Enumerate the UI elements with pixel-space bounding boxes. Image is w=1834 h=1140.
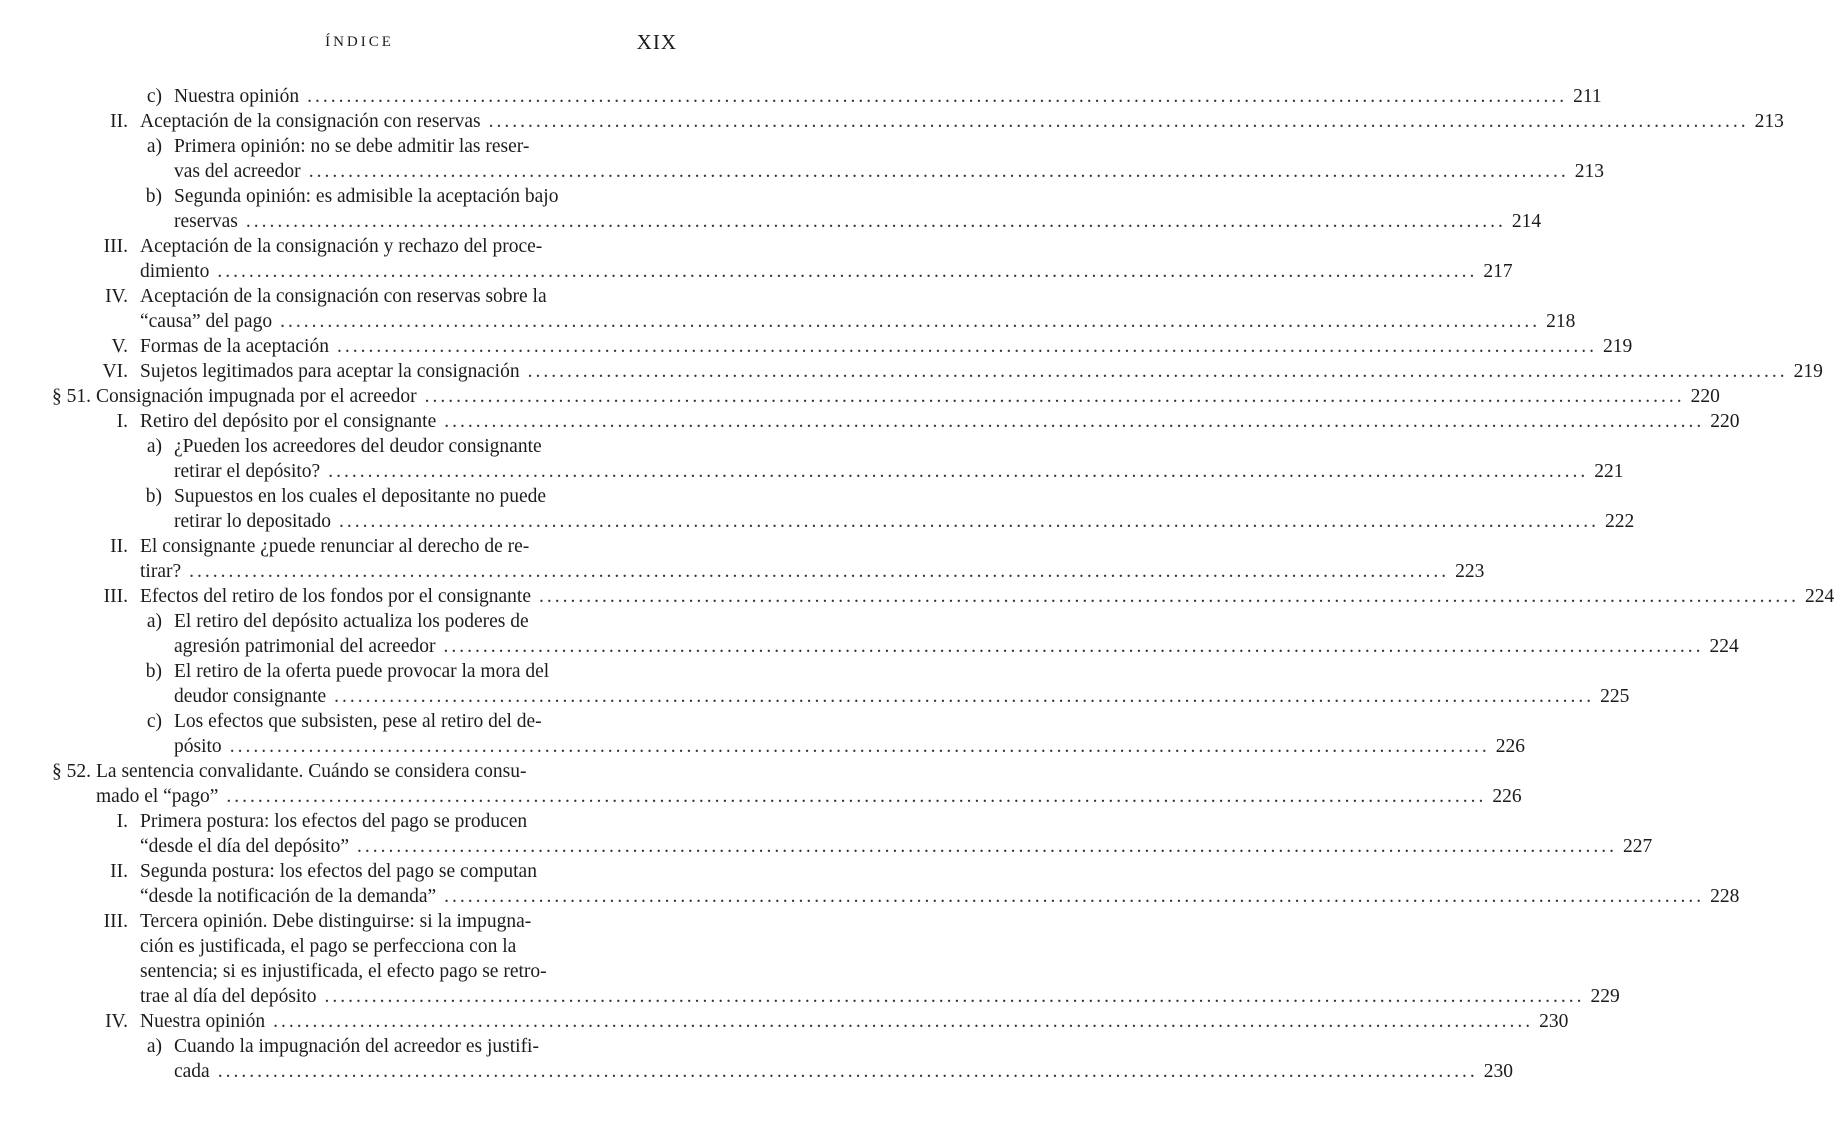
toc-entry-label: III. <box>103 911 128 932</box>
toc-entry-title: retirar el depósito? <box>174 461 321 482</box>
toc-entry-title: cada <box>174 1061 210 1082</box>
toc-entry <box>0 359 1823 384</box>
toc-entry-title: El retiro del depósito actualiza los poderes de <box>174 611 529 632</box>
dot-leader: ................................................................................................................................................................ <box>538 586 1799 607</box>
toc-entry-line <box>0 284 719 309</box>
toc-entry-label: a) <box>146 436 162 457</box>
toc-entry <box>0 909 1620 1009</box>
toc-entry-title: retirar lo depositado <box>174 511 332 532</box>
dot-leader: ................................................................................................................................................................ <box>280 311 1541 332</box>
toc-entry-label: II. <box>110 111 128 132</box>
toc-entry-label: III. <box>103 236 128 257</box>
toc-entry-line <box>0 784 1522 809</box>
dot-leader: ................................................................................................................................................................ <box>189 561 1450 582</box>
page-number: XIX <box>636 30 677 54</box>
toc-entry-title: “desde la notificación de la demanda” <box>140 886 437 907</box>
toc-entry-title: Primera opinión: no se debe admitir las reser- <box>174 136 530 157</box>
toc-entry-title: Los efectos que subsisten, pese al retiro del de- <box>174 711 542 732</box>
toc-entry-page: 218 <box>1546 311 1576 332</box>
toc-entry-line <box>0 384 1720 409</box>
toc-entry <box>0 284 1576 334</box>
toc-entry-page: 225 <box>1600 686 1630 707</box>
toc-entry-label: III. <box>103 586 128 607</box>
toc-entry-line <box>0 584 1834 609</box>
running-header-title: ÍNDICE <box>325 34 394 50</box>
toc-entry-title: El retiro de la oferta puede provocar la mora del <box>174 661 550 682</box>
toc-entry-page: 222 <box>1605 511 1635 532</box>
dot-leader: ................................................................................................................................................................ <box>307 86 1568 107</box>
toc-entry-page: 220 <box>1710 411 1740 432</box>
toc-entry-title: Sujetos legitimados para aceptar la consignación <box>140 361 520 382</box>
toc-entry-line <box>0 834 1653 859</box>
toc-entry-title: Supuestos en los cuales el depositante no puede <box>174 486 547 507</box>
toc-entry-title: ¿Pueden los acreedores del deudor consignante <box>174 436 542 457</box>
toc-entry-page: 221 <box>1594 461 1624 482</box>
dot-leader: ................................................................................................................................................................ <box>334 686 1595 707</box>
toc-entry-line <box>0 1059 1513 1084</box>
toc-entry-title: tirar? <box>140 561 182 582</box>
toc-entry-label: I. <box>116 411 128 432</box>
toc-entry-title: Nuestra opinión <box>174 86 300 107</box>
dot-leader: ................................................................................................................................................................ <box>357 836 1618 857</box>
toc-entry-line <box>0 959 719 984</box>
toc-entry-line <box>0 184 719 209</box>
toc-entry <box>0 334 1633 359</box>
toc-entry-line <box>0 534 719 559</box>
toc-entry-page: 226 <box>1492 786 1522 807</box>
toc-entry-line <box>0 809 719 834</box>
toc-entry-label: a) <box>146 1036 162 1057</box>
toc-entry-page: 213 <box>1574 161 1604 182</box>
toc-entry-page: 219 <box>1602 336 1633 357</box>
dot-leader: ................................................................................................................................................................ <box>424 386 1685 407</box>
toc-entry-title: Tercera opinión. Debe distinguirse: si la impugna- <box>140 911 532 932</box>
toc-entry-title: reservas <box>174 211 238 232</box>
toc-entry-page: 229 <box>1590 986 1620 1007</box>
toc-entry <box>0 84 1602 109</box>
toc-entry-title: Segunda postura: los efectos del pago se computan <box>140 861 537 882</box>
toc-entry-line <box>0 209 1542 234</box>
toc-entry <box>0 609 1739 659</box>
toc-entry-line <box>0 609 719 634</box>
dot-leader: ................................................................................................................................................................ <box>273 1011 1534 1032</box>
toc-entry <box>0 434 1624 484</box>
dot-leader: ................................................................................................................................................................ <box>245 211 1506 232</box>
toc-entry-line <box>0 559 1485 584</box>
toc-entry-title: mado el “pago” <box>96 786 219 807</box>
toc-entry-line <box>0 984 1620 1009</box>
toc-entry-title: Nuestra opinión <box>140 1011 266 1032</box>
toc-entry <box>0 234 1513 284</box>
toc-entry-line <box>0 459 1624 484</box>
toc-entry-page: 227 <box>1623 836 1653 857</box>
toc-entry <box>0 809 1653 859</box>
toc-entry-line <box>0 634 1739 659</box>
toc-entry-line <box>0 409 1740 434</box>
toc-entry-title: Aceptación de la consignación con reservas sobre la <box>140 286 547 307</box>
dot-leader: ................................................................................................................................................................ <box>339 511 1600 532</box>
toc-entry-label: § 51. <box>52 386 91 407</box>
toc-entry <box>0 184 1542 234</box>
toc-entry-label: c) <box>146 86 162 107</box>
toc-entry-line <box>0 759 719 784</box>
toc-entry-line <box>0 259 1513 284</box>
toc-entry-label: a) <box>146 611 162 632</box>
toc-entry <box>0 659 1630 709</box>
toc-entry-line <box>0 734 1525 759</box>
toc-entry-line <box>0 909 719 934</box>
toc-entry <box>0 109 1784 134</box>
dot-leader: ................................................................................................................................................................ <box>444 886 1705 907</box>
toc-entry-page: 213 <box>1754 111 1784 132</box>
toc-entry-page: 220 <box>1690 386 1720 407</box>
toc-entry-label: V. <box>111 336 128 357</box>
dot-leader: ................................................................................................................................................................ <box>444 411 1705 432</box>
toc-entry-page: 224 <box>1709 636 1739 657</box>
toc-entry-line <box>0 84 1602 109</box>
toc-entry-line <box>0 709 719 734</box>
toc-entry-label: a) <box>146 136 162 157</box>
dot-leader: ................................................................................................................................................................ <box>324 986 1585 1007</box>
toc-entry-title: Segunda opinión: es admisible la aceptación bajo <box>174 186 559 207</box>
toc-entry <box>0 759 1522 809</box>
toc-entry-title: dimiento <box>140 261 210 282</box>
toc-entry <box>0 584 1834 609</box>
toc-entry-page: 228 <box>1710 886 1740 907</box>
toc-entry-title: trae al día del depósito <box>140 986 317 1007</box>
toc-entry-title: agresión patrimonial del acreedor <box>174 636 436 657</box>
toc-entry-title: Aceptación de la consignación y rechazo del proce- <box>140 236 543 257</box>
dot-leader: ................................................................................................................................................................ <box>217 1061 1478 1082</box>
toc-entry-line <box>0 109 1784 134</box>
toc-entry-title: Primera postura: los efectos del pago se producen <box>140 811 528 832</box>
toc-entry-page: 211 <box>1573 86 1602 107</box>
toc-entry-title: ción es justificada, el pago se perfecciona con la <box>140 936 517 957</box>
toc-entry-label: I. <box>116 811 128 832</box>
toc-entry-label: b) <box>145 186 162 207</box>
toc-entry <box>0 384 1720 409</box>
toc-entry-label: c) <box>146 711 162 732</box>
toc-entry-title: Formas de la aceptación <box>140 336 329 357</box>
toc-entry-label: b) <box>145 661 162 682</box>
toc-entry-page: 230 <box>1539 1011 1569 1032</box>
toc-entry-title: Consignación impugnada por el acreedor <box>96 386 417 407</box>
toc-entry-line <box>0 1009 1569 1034</box>
dot-leader: ................................................................................................................................................................ <box>527 361 1788 382</box>
toc-entry-label: b) <box>145 486 162 507</box>
toc-entry-title: sentencia; si es injustificada, el efecto pago se retro- <box>140 961 547 982</box>
toc-entry-title: Aceptación de la consignación con reservas <box>140 111 481 132</box>
toc-entry-title: vas del acreedor <box>174 161 301 182</box>
dot-leader: ................................................................................................................................................................ <box>336 336 1597 357</box>
table-of-contents <box>0 84 1834 1084</box>
toc-entry-line <box>0 234 719 259</box>
toc-entry-title: Cuando la impugnación del acreedor es justifi- <box>174 1036 539 1057</box>
toc-entry-line <box>0 309 1576 334</box>
toc-entry <box>0 1009 1569 1034</box>
toc-entry-line <box>0 359 1823 384</box>
toc-entry-line <box>0 484 719 509</box>
toc-entry-page: 219 <box>1793 361 1823 382</box>
toc-entry <box>0 134 1604 184</box>
toc-entry-title: deudor consignante <box>174 686 327 707</box>
toc-entry-line <box>0 434 719 459</box>
toc-entry-line <box>0 134 719 159</box>
dot-leader: ................................................................................................................................................................ <box>217 261 1478 282</box>
toc-entry <box>0 709 1525 759</box>
toc-entry-title: El consignante ¿puede renunciar al derecho de re- <box>140 536 530 557</box>
toc-entry-line <box>0 934 719 959</box>
toc-entry-line <box>0 159 1604 184</box>
toc-entry-page: 217 <box>1483 261 1513 282</box>
toc-entry-line <box>0 684 1630 709</box>
toc-entry-page: 214 <box>1511 211 1542 232</box>
toc-entry-title: pósito <box>174 736 222 757</box>
toc-entry <box>0 1034 1513 1084</box>
toc-entry-page: 230 <box>1483 1061 1513 1082</box>
toc-entry-line <box>0 884 1740 909</box>
toc-entry-title: La sentencia convalidante. Cuándo se considera consu- <box>96 761 527 782</box>
toc-entry <box>0 534 1485 584</box>
toc-entry-line <box>0 659 719 684</box>
toc-entry-title: “causa” del pago <box>140 311 273 332</box>
toc-entry-label: VI. <box>102 361 128 382</box>
dot-leader: ................................................................................................................................................................ <box>229 736 1490 757</box>
dot-leader: ................................................................................................................................................................ <box>226 786 1487 807</box>
toc-entry-line <box>0 1034 719 1059</box>
toc-entry <box>0 484 1635 534</box>
toc-entry-line <box>0 334 1633 359</box>
toc-entry-label: § 52. <box>52 761 91 782</box>
toc-entry-page: 223 <box>1455 561 1485 582</box>
dot-leader: ................................................................................................................................................................ <box>443 636 1704 657</box>
toc-entry-title: Efectos del retiro de los fondos por el consignante <box>140 586 531 607</box>
toc-entry-label: IV. <box>105 1011 128 1032</box>
toc-entry-page: 224 <box>1804 586 1834 607</box>
dot-leader: ................................................................................................................................................................ <box>308 161 1569 182</box>
toc-entry-label: II. <box>110 861 128 882</box>
toc-entry <box>0 859 1740 909</box>
toc-entry-title: Retiro del depósito por el consignante <box>140 411 437 432</box>
toc-entry-title: “desde el día del depósito” <box>140 836 350 857</box>
toc-entry-label: II. <box>110 536 128 557</box>
toc-entry-line <box>0 509 1635 534</box>
dot-leader: ................................................................................................................................................................ <box>328 461 1589 482</box>
toc-entry-label: IV. <box>105 286 128 307</box>
toc-entry <box>0 409 1740 434</box>
toc-entry-page: 226 <box>1495 736 1525 757</box>
dot-leader: ................................................................................................................................................................ <box>488 111 1749 132</box>
toc-entry-line <box>0 859 719 884</box>
